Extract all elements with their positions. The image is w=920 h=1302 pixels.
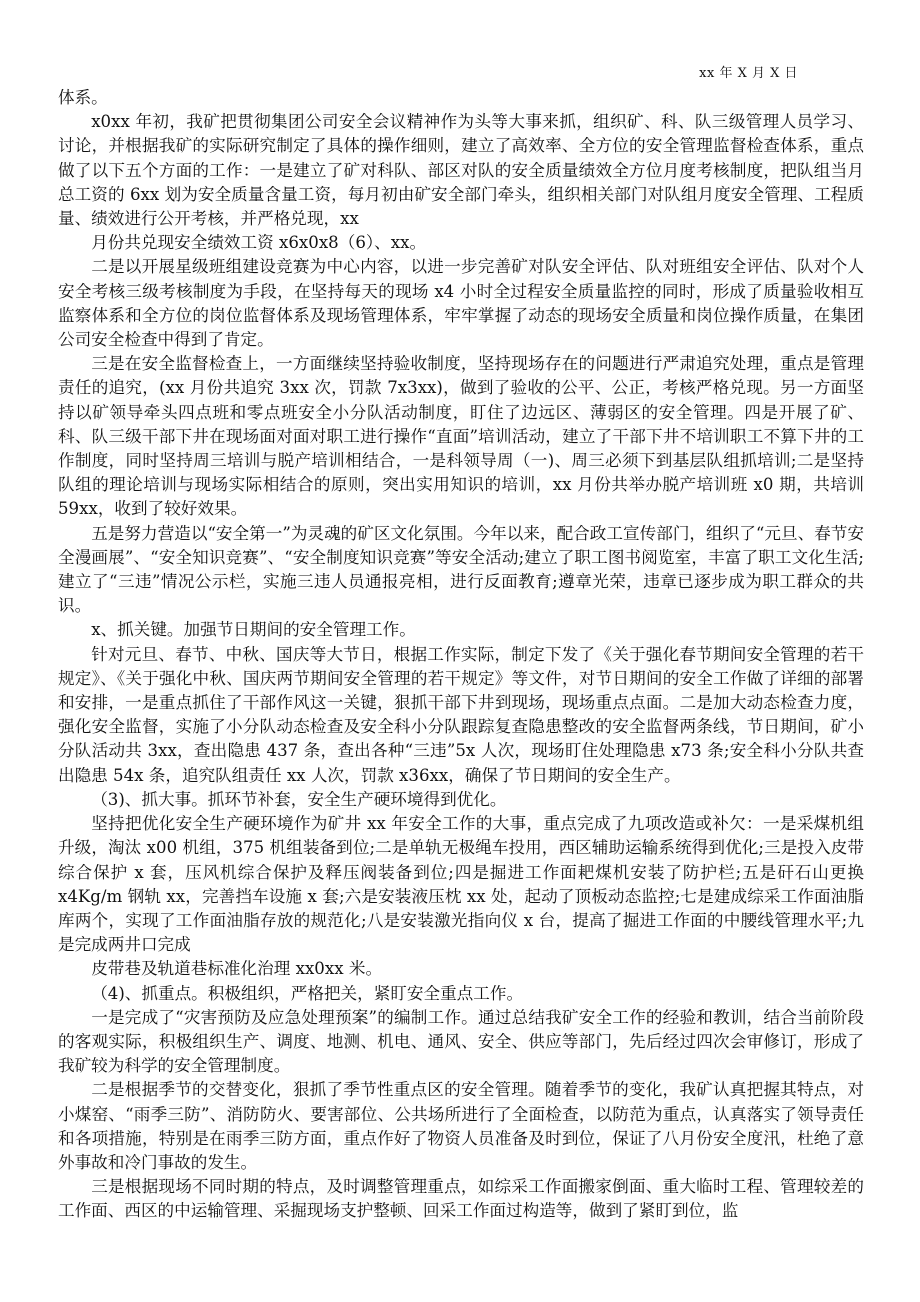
paragraph: 皮带巷及轨道巷标准化治理 xx0xx 米。 <box>91 959 383 979</box>
paragraph: 三是根据现场不同时期的特点，及时调整管理重点，如综采工作面搬家倒面、重大临时工程、管理较差的工作面、西区的中运输管理、采掘现场支护整顿、回采工作面过构造等，做到了紧盯到位，监 <box>58 1177 864 1221</box>
paragraph: 五是努力营造以“安全第一”为灵魂的矿区文化氛围。今年以来，配合政工宣传部门，组织了“元旦、春节安全漫画展”、“安全知识竞赛”、“安全制度知识竞赛”等安全活动;建立了职工图书阅览室，丰富了职工文化生活;建立了“三违”情况公示栏，实施三违人员通报亮相，进行反面教育;遵章光荣，违章已逐步成为职工群众的共识。 <box>58 523 864 616</box>
header-date: xx 年 X 月 X 日 <box>699 66 798 81</box>
paragraph: 二是以开展星级班组建设竞赛为中心内容，以进一步完善矿对队安全评估、队对班组安全评估、队对个人安全考核三级考核制度为手段，在坚持每天的现场 x4 小时全过程安全质量监控的同时，形成了质量验收相互监察体系和全方位的岗位监督体系及现场管理体系，牢牢掌握了动态的现场安全质量和岗位操作质量，在集团公司安全检查中得到了肯定。 <box>58 257 864 350</box>
section-heading: （3)、抓大事。抓环节补套，安全生产硬环境得到优化。 <box>91 789 507 809</box>
document-body <box>58 86 864 1224</box>
paragraph: x0xx 年初，我矿把贯彻集团公司安全会议精神作为头等大事来抓，组织矿、科、队三级管理人员学习、讨论，并根据我矿的实际研究制定了具体的操作细则，建立了高效率、全方位的安全管理监督检查体系，重点做了以下五个方面的工作：一是建立了矿对科队、部区对队的安全质量绩效全方位月度考核制度，把队组当月总工资的 6xx 划为安全质量含量工资，每月初由矿安全部门牵头，组织相关部门对队组月度安全管理、工程质量、绩效进行公开考核，并严格兑现，xx <box>58 112 864 229</box>
paragraph: 体系。 <box>58 88 108 107</box>
paragraph: 针对元旦、春节、中秋、国庆等大节日，根据工作实际，制定下发了《关于强化春节期间安全管理的若干规定》、《关于强化中秋、国庆两节期间安全管理的若干规定》等文件，对节日期间的安全工作做了详细的部署和安排，一是重点抓住了干部作风这一关键，狠抓干部下井到现场，现场重点点面。二是加大动态检查力度，强化安全监督，实施了小分队动态检查及安全科小分队跟踪复查隐患整改的安全监督两条线，节日期间，矿小分队活动共 3xx，查出隐患 437 条，查出各种“三违”5x 人次，现场盯住处理隐患 x73 条;安全科小分队共查出隐患 54x 条，追究队组责任 xx 人次，罚款 x36xx，确保了节日期间的安全生产。 <box>58 644 864 785</box>
paragraph: 月份共兑现安全绩效工资 x6x0x8（6）、xx。 <box>91 233 427 253</box>
paragraph: 三是在安全监督检查上，一方面继续坚持验收制度，坚持现场存在的问题进行严肃追究处理，重点是管理责任的追究，(xx 月份共追究 3xx 次，罚款 7x3xx)，做到了验收的公平、公正，考核严格兑现。另一方面坚持以矿领导牵头四点班和零点班安全小分队活动制度，盯住了边远区、薄弱区的安全管理。四是开展了矿、科、队三级干部下井在现场面对面对职工进行操作“直面”培训活动，建立了干部下井不培训职工不算下井的工作制度，同时坚持周三培训与脱产培训相结合，一是科领导周（一)、周三必须下到基层队组抓培训;二是坚持队组的理论培训与现场实际相结合的原则，突出实用知识的培训，xx 月份共举办脱产培训班 x0 期，共培训 59xx，收到了较好效果。 <box>58 354 864 519</box>
paragraph: 坚持把优化安全生产硬环境作为矿井 xx 年安全工作的大事，重点完成了九项改造或补欠：一是采煤机组升级，淘汰 x00 机组，375 机组装备到位;二是单轨无极绳车投用，西区辅助运输系统得到优化;三是投入皮带综合保护 x 套，压风机综合保护及释压阀装备到位;四是掘进工作面耙煤机安装了防护栏;五是矸石山更换 x4Kg/m 钢轨 xx，完善挡车设施 x 套;六是安装液压枕 xx 处，起动了顶板动态监控;七是建成综采工作面油脂库两个，实现了工作面油脂存放的规范化;八是安装激光指向仪 x 台，提高了掘进工作面的中腰线管理水平;九是完成两井口完成 <box>58 814 864 955</box>
section-heading: x、抓关键。加强节日期间的安全管理工作。 <box>91 620 416 640</box>
paragraph: 二是根据季节的交替变化，狠抓了季节性重点区的安全管理。随着季节的变化，我矿认真把握其特点，对小煤窑、“雨季三防”、消防防火、要害部位、公共场所进行了全面检查，以防范为重点，认真落实了领导责任和各项措施，特别是在雨季三防方面，重点作好了物资人员准备及时到位，保证了八月份安全度汛，杜绝了意外事故和冷门事故的发生。 <box>58 1080 864 1172</box>
section-heading: （4)、抓重点。积极组织，严格把关，紧盯安全重点工作。 <box>91 983 524 1003</box>
paragraph: 一是完成了“灾害预防及应急处理预案”的编制工作。通过总结我矿安全工作的经验和教训，结合当前阶段的客观实际，积极组织生产、调度、地测、机电、通风、安全、供应等部门，先后经过四次会审修订，形成了我矿较为科学的安全管理制度。 <box>58 1007 864 1076</box>
